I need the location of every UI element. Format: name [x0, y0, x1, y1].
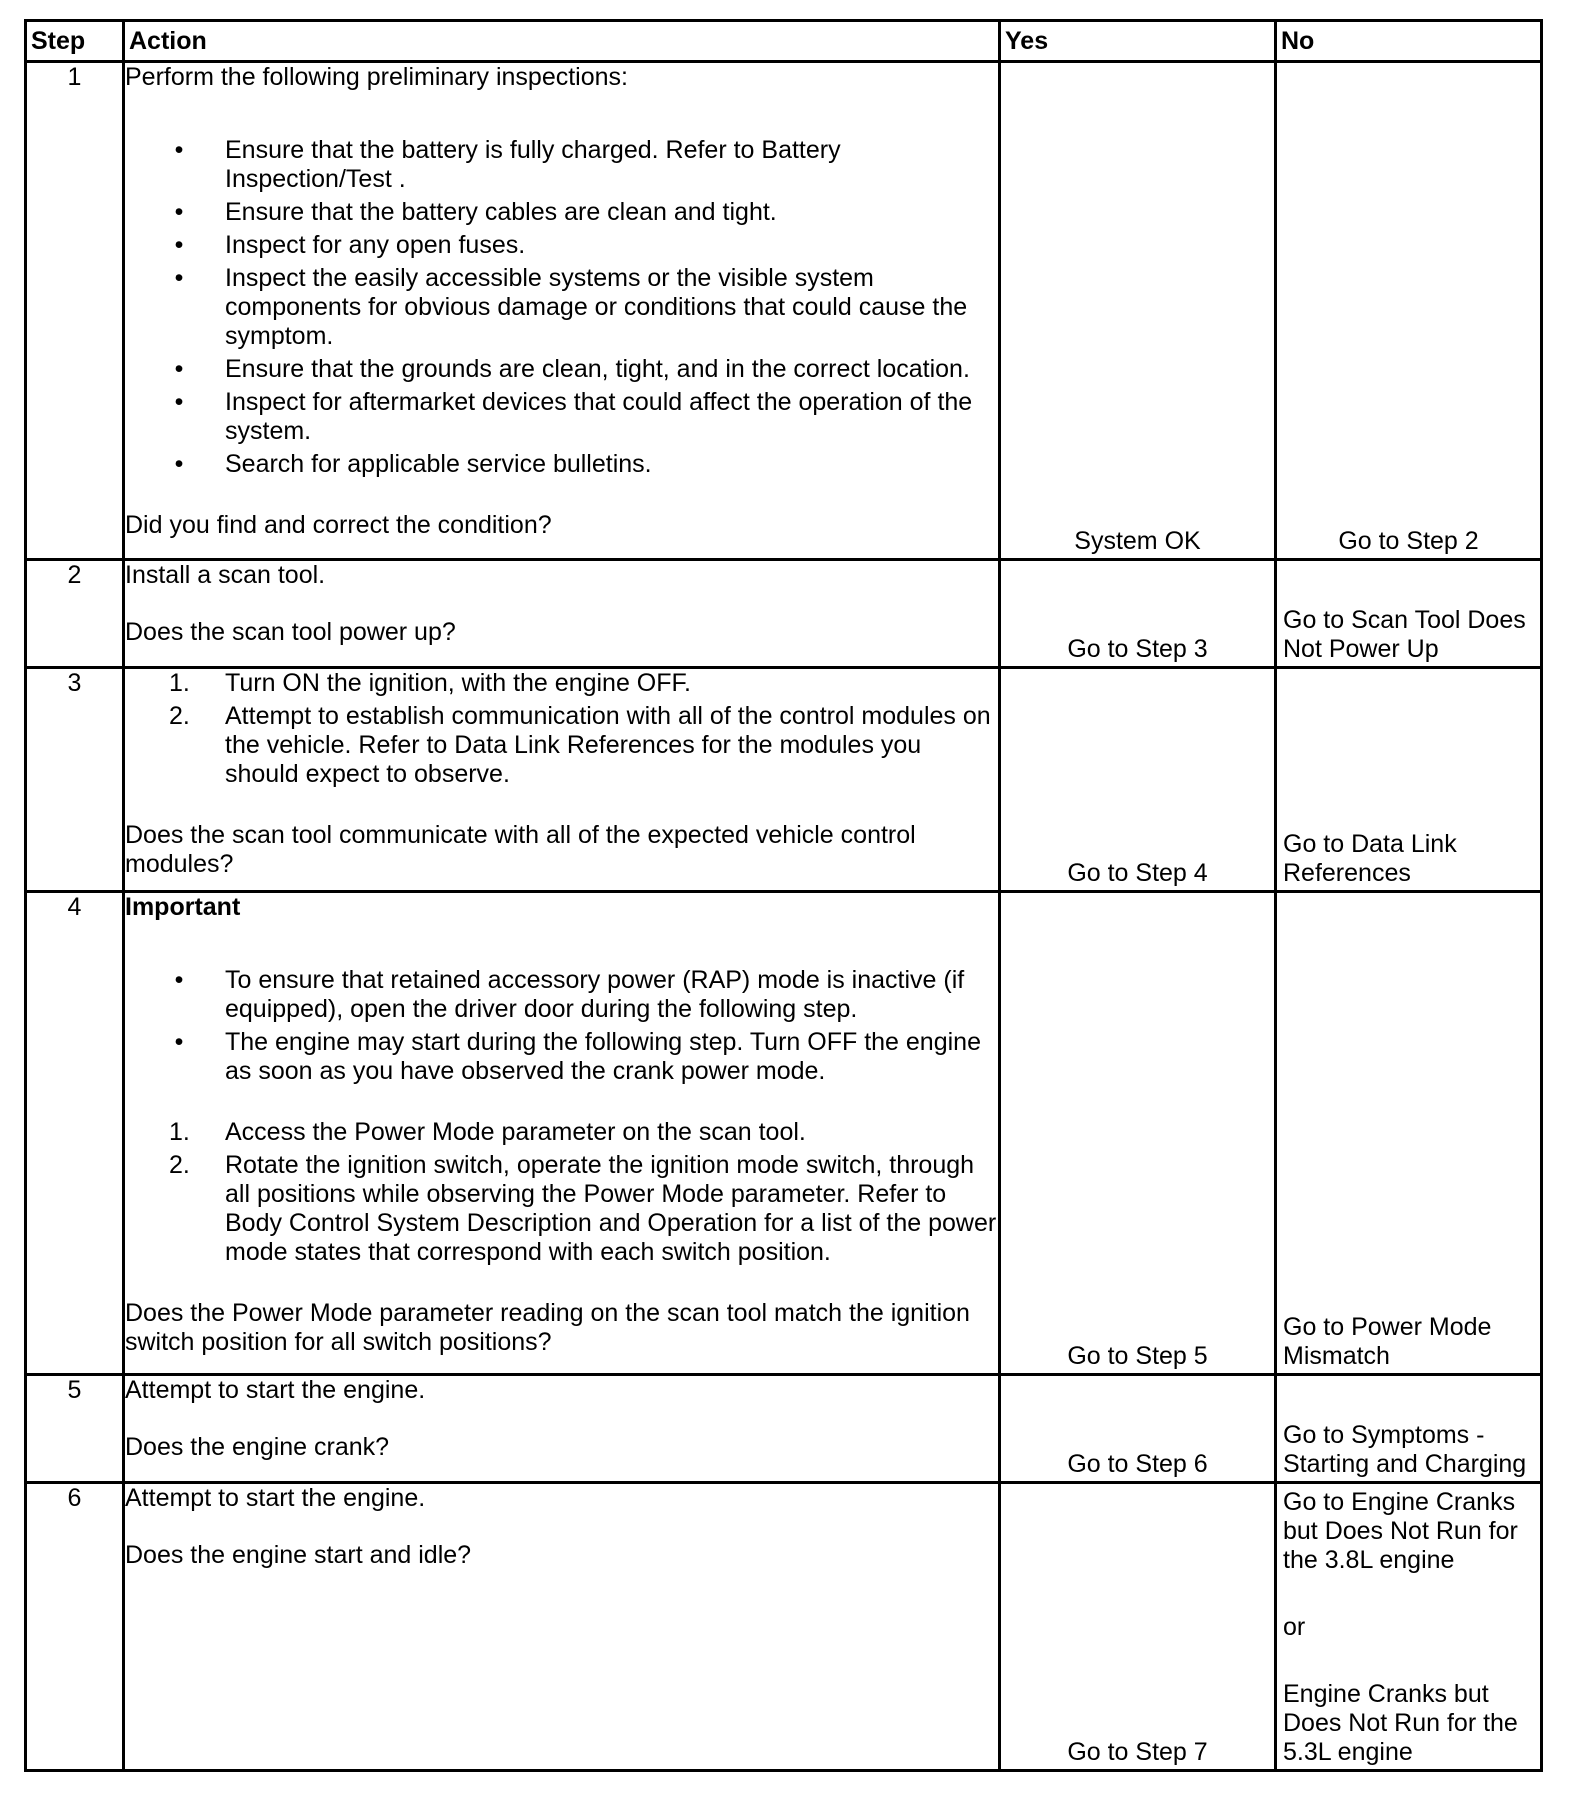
number-marker: 1.	[169, 1118, 190, 1146]
list-item: 1. Turn ON the ignition, with the engine OFF.	[169, 669, 691, 697]
no-answer: Go to Step 2	[1338, 527, 1479, 555]
action-intro: Attempt to start the engine.	[125, 1484, 426, 1512]
action-cell	[124, 560, 1000, 668]
no-answer: Go to Power Mode Mismatch	[1283, 1313, 1492, 1370]
bullet-marker: •	[174, 966, 184, 994]
table-row	[26, 62, 1542, 560]
yes-answer: Go to Step 4	[1067, 859, 1208, 887]
list-item: • Inspect for aftermarket devices that could affect the operation of the system.	[125, 388, 998, 446]
table-row	[26, 560, 1542, 668]
list-item: • Ensure that the battery is fully charged. Refer to Battery Inspection/Test .	[125, 136, 998, 194]
number-marker: 1.	[169, 669, 190, 697]
numbered-list	[125, 1118, 998, 1267]
step-number: 3	[26, 668, 124, 892]
numbered-list	[125, 669, 998, 789]
action-cell	[124, 1375, 1000, 1483]
diagnostic-table	[24, 19, 1543, 1772]
bullet-marker: •	[174, 1028, 184, 1056]
list-item: • The engine may start during the following step. Turn OFF the engine as soon as you have observed the crank power mode.	[125, 1028, 998, 1086]
yes-answer: Go to Step 3	[1067, 635, 1208, 663]
yes-cell	[1000, 560, 1276, 668]
table-row	[26, 1375, 1542, 1483]
table-row	[26, 1483, 1542, 1771]
table-row	[26, 668, 1542, 892]
yes-cell	[1000, 892, 1276, 1375]
no-cell	[1276, 1483, 1542, 1771]
bullet-marker: •	[174, 198, 184, 226]
yes-answer: Go to Step 6	[1067, 1450, 1208, 1478]
list-item: • Ensure that the grounds are clean, tight, and in the correct location.	[125, 355, 998, 384]
action-intro: Attempt to start the engine.	[125, 1376, 426, 1404]
number-marker: 2.	[169, 1151, 190, 1179]
list-item: • To ensure that retained accessory power (RAP) mode is inactive (if equipped), open the driver door during the following step.	[125, 966, 998, 1024]
bullet-marker: •	[174, 388, 184, 416]
no-cell	[1276, 560, 1542, 668]
yes-cell	[1000, 62, 1276, 560]
list-item: • Inspect the easily accessible systems or the visible system components for obvious damage or conditions that could cause the symptom.	[125, 264, 998, 351]
header-action: Action	[124, 21, 1000, 62]
step-number: 4	[26, 892, 124, 1375]
header-step: Step	[26, 21, 124, 62]
no-answer: Go to Data Link References	[1283, 830, 1457, 887]
header-yes: Yes	[1000, 21, 1276, 62]
action-cell	[124, 892, 1000, 1375]
bullet-marker: •	[174, 450, 184, 478]
yes-answer: Go to Step 5	[1067, 1342, 1208, 1370]
yes-answer: System OK	[1074, 527, 1201, 555]
list-item: 2. Attempt to establish communication with all of the control modules on the vehicle. Refer to Data Link References for the modules you should expect to observe.	[169, 702, 991, 788]
no-cell	[1276, 668, 1542, 892]
no-answer-part: Engine Cranks but Does Not Run for the 5.3L engine	[1283, 1680, 1518, 1766]
header-row	[26, 21, 1542, 62]
bullet-list	[125, 136, 998, 479]
step-number: 2	[26, 560, 124, 668]
no-cell	[1276, 1375, 1542, 1483]
no-answer: Go to Scan Tool Does Not Power Up	[1283, 606, 1526, 663]
step-number: 5	[26, 1375, 124, 1483]
action-question: Does the scan tool communicate with all of the expected vehicle control modules?	[125, 821, 916, 878]
bullet-marker: •	[174, 136, 184, 164]
yes-cell	[1000, 1483, 1276, 1771]
yes-cell	[1000, 668, 1276, 892]
action-cell	[124, 1483, 1000, 1771]
list-item: 2. Rotate the ignition switch, operate the ignition mode switch, through all positions while observing the Power Mode parameter. Refer to Body Control System Description and Operation for a list of the power mode states that correspond with each switch position.	[169, 1151, 997, 1266]
list-item: • Inspect for any open fuses.	[125, 231, 998, 260]
action-cell	[124, 62, 1000, 560]
header-no: No	[1276, 21, 1542, 62]
action-question: Does the Power Mode parameter reading on the scan tool match the ignition switch position for all switch positions?	[125, 1299, 970, 1356]
no-answer: Go to Symptoms - Starting and Charging	[1283, 1421, 1527, 1478]
bullet-marker: •	[174, 231, 184, 259]
bullet-list	[125, 966, 998, 1086]
list-item: • Ensure that the battery cables are clean and tight.	[125, 198, 998, 227]
bullet-marker: •	[174, 264, 184, 292]
action-question: Does the scan tool power up?	[125, 618, 456, 646]
bullet-marker: •	[174, 355, 184, 383]
action-intro: Perform the following preliminary inspections:	[125, 63, 628, 91]
table-row	[26, 892, 1542, 1375]
list-item: • Search for applicable service bulletins.	[125, 450, 998, 479]
step-number: 6	[26, 1483, 124, 1771]
action-intro: Install a scan tool.	[125, 561, 326, 589]
action-question: Did you find and correct the condition?	[125, 511, 552, 539]
important-heading: Important	[125, 893, 241, 921]
no-answer-part: Go to Engine Cranks but Does Not Run for the 3.8L engine	[1283, 1488, 1518, 1574]
step-number: 1	[26, 62, 124, 560]
yes-answer: Go to Step 7	[1067, 1738, 1208, 1766]
list-item: 1. Access the Power Mode parameter on the scan tool.	[169, 1118, 806, 1146]
no-answer-or: or	[1283, 1613, 1306, 1641]
no-cell	[1276, 892, 1542, 1375]
action-cell	[124, 668, 1000, 892]
action-question: Does the engine crank?	[125, 1433, 390, 1461]
action-question: Does the engine start and idle?	[125, 1541, 472, 1569]
number-marker: 2.	[169, 702, 190, 730]
yes-cell	[1000, 1375, 1276, 1483]
no-cell	[1276, 62, 1542, 560]
